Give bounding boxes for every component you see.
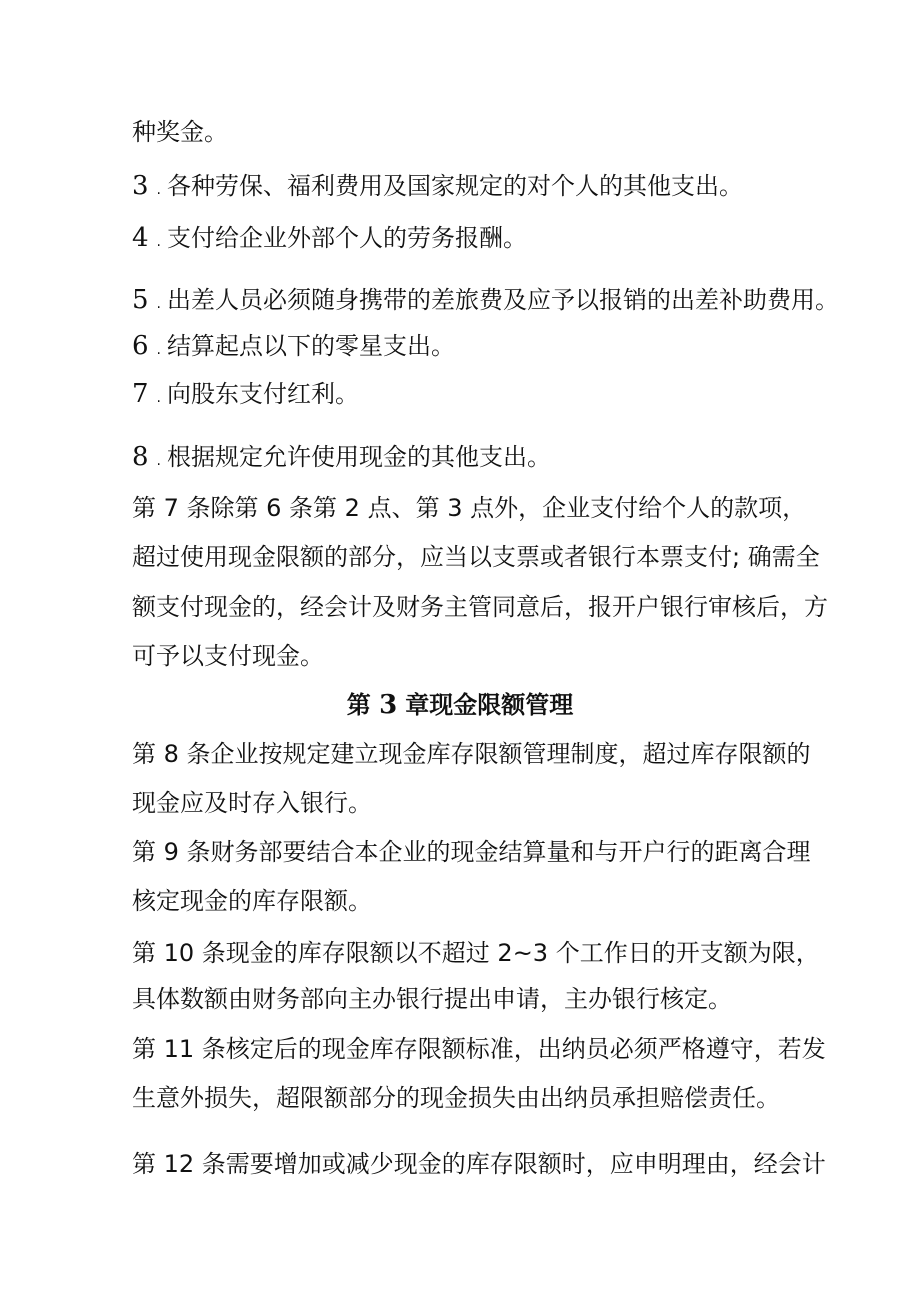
list-separator: . — [156, 234, 161, 250]
list-item-text: 出差人员必须随身携带的差旅费及应予以报销的出差补助费用。 — [167, 286, 839, 314]
list-item-text: 向股东支付红利。 — [167, 380, 359, 408]
list-number: 7 — [132, 379, 149, 409]
line-text: 核定现金的库存限额。 — [132, 887, 372, 915]
paragraph-line — [132, 937, 820, 969]
line-text: 第 7 条除第 6 条第 2 点、第 3 点外，企业支付给个人的款项， — [132, 494, 807, 522]
list-item — [132, 222, 527, 258]
chapter-title: 章现金限额管理 — [405, 691, 574, 719]
list-item — [132, 284, 839, 320]
line-text: 现金应及时存入银行。 — [132, 789, 372, 817]
list-number: 8 — [132, 442, 149, 472]
line-text: 具体数额由财务部向主办银行提出申请，主办银行核定。 — [132, 985, 732, 1013]
line-text: 第 8 条企业按规定建立现金库存限额管理制度，超过库存限额的 — [132, 740, 811, 768]
line-text: 可予以支付现金。 — [132, 642, 324, 670]
paragraph-line — [132, 492, 806, 524]
line-text: 第 11 条核定后的现金库存限额标准，出纳员必须严格遵守，若发 — [132, 1035, 826, 1063]
line-text: 第 12 条需要增加或减少现金的库存限额时，应申明理由，经会计 — [132, 1150, 826, 1178]
paragraph-line — [132, 738, 811, 770]
line-text: 种奖金。 — [132, 118, 228, 146]
list-separator: . — [156, 453, 161, 469]
paragraph-line — [132, 1148, 826, 1180]
list-number: 4 — [132, 223, 149, 253]
paragraph-line — [132, 640, 324, 672]
list-item — [132, 330, 455, 366]
paragraph-line — [132, 541, 820, 573]
list-separator: . — [156, 390, 161, 406]
list-number: 6 — [132, 331, 149, 361]
text-line — [132, 116, 228, 148]
paragraph-line — [132, 983, 732, 1015]
paragraph-line — [132, 1082, 780, 1114]
list-item — [132, 170, 743, 206]
line-text: 生意外损失，超限额部分的现金损失由出纳员承担赔偿责任。 — [132, 1084, 780, 1112]
paragraph-line — [132, 836, 811, 868]
paragraph-line — [132, 591, 828, 623]
list-item — [132, 378, 359, 414]
list-item-text: 结算起点以下的零星支出。 — [167, 332, 455, 360]
chapter-number: 3 — [379, 690, 398, 720]
paragraph-line — [132, 787, 372, 819]
list-item-text: 支付给企业外部个人的劳务报酬。 — [167, 224, 527, 252]
list-item-text: 各种劳保、福利费用及国家规定的对个人的其他支出。 — [167, 172, 743, 200]
list-separator: . — [156, 296, 161, 312]
paragraph-line — [132, 885, 372, 917]
list-item-text: 根据规定允许使用现金的其他支出。 — [167, 443, 551, 471]
list-number: 3 — [132, 171, 149, 201]
chapter-heading — [0, 689, 920, 721]
line-text: 超过使用现金限额的部分，应当以支票或者银行本票支付; 确需全 — [132, 543, 820, 571]
paragraph-line — [132, 1033, 826, 1065]
list-separator: . — [156, 182, 161, 198]
line-text: 第 9 条财务部要结合本企业的现金结算量和与开户行的距离合理 — [132, 838, 811, 866]
line-text: 额支付现金的，经会计及财务主管同意后，报开户银行审核后，方 — [132, 593, 828, 621]
list-item — [132, 441, 551, 477]
list-number: 5 — [132, 285, 149, 315]
line-text: 第 10 条现金的库存限额以不超过 2~3 个工作日的开支额为限， — [132, 939, 820, 967]
list-separator: . — [156, 342, 161, 358]
chapter-prefix: 第 — [346, 691, 371, 719]
